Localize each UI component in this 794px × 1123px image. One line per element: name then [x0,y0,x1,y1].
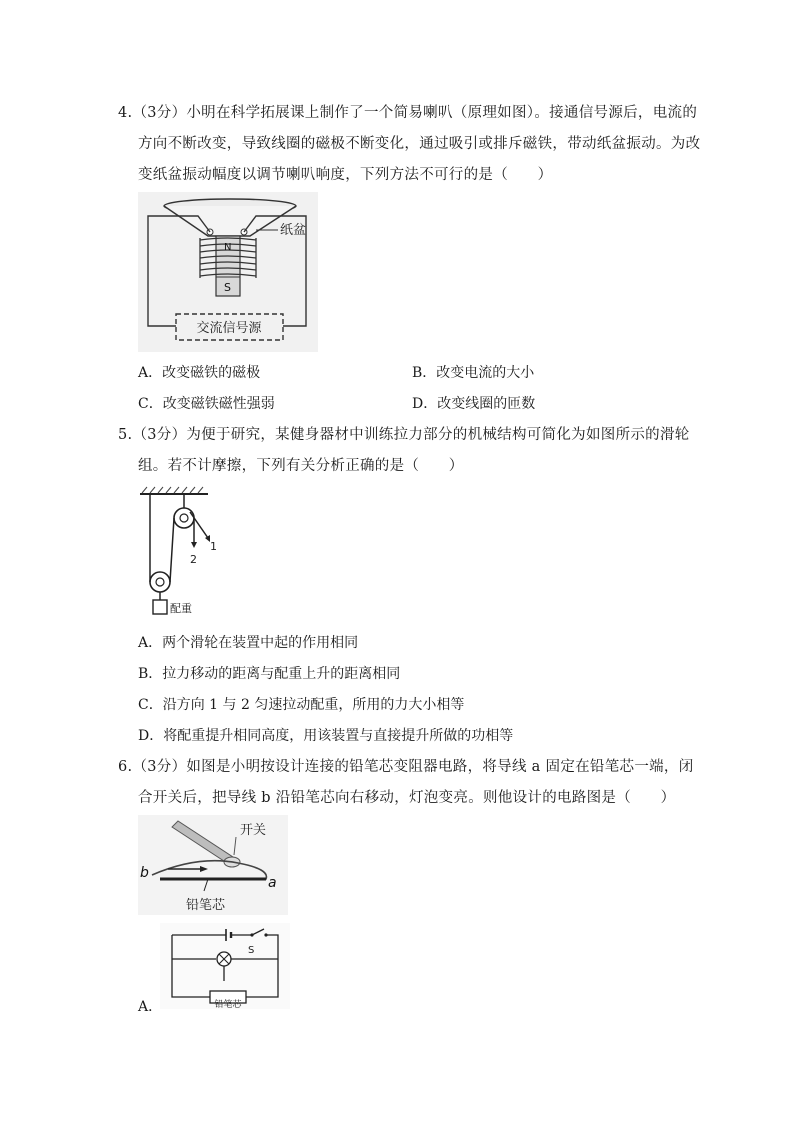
q4-number: 4. [118,105,133,121]
q6-stem-1: 如图是小明按设计连接的铅笔芯变阻器电路，将导线 a 固定在铅笔芯一端，闭 [186,759,694,775]
q4-option-c[interactable]: C．改变磁铁磁性强弱 [138,396,275,412]
direction-2-label: 2 [190,553,197,566]
q4-stem-1: 小明在科学拓展课上制作了一个简易喇叭（原理如图）。接通信号源后，电流的 [186,105,698,121]
weight-block [153,600,167,614]
q5-line-1 [118,425,690,445]
q5-stem-1: 为便于研究，某健身器材中训练拉力部分的机械结构可简化为如图所示的滑轮 [186,427,690,443]
q4-stem-3: 变纸盆振动幅度以调节喇叭响度，下列方法不可行的是（ ） [138,167,553,183]
pulley-diagram [138,486,228,620]
wire-a-label: a [268,875,277,891]
circuit-option-a [160,923,290,1009]
q5-stem-2: 组。若不计摩擦，下列有关分析正确的是（ ） [138,458,464,474]
q5-option-d[interactable]: D．将配重提升相同高度，用该装置与直接提升所做的功相等 [138,728,514,744]
q6-option-a[interactable]: A． [138,999,163,1015]
q4-line-1 [118,103,697,123]
q5-option-c[interactable]: C．沿方向 1 与 2 匀速拉动配重，所用的力大小相等 [138,697,465,713]
wire-b-label: b [140,865,149,881]
q6-score: （3分） [132,759,187,775]
q6-number: 6. [118,759,133,775]
magnet-n-label: N [224,242,232,253]
direction-1-label: 1 [210,540,217,553]
q4-option-a[interactable]: A．改变磁铁的磁极 [138,365,261,381]
switch-s-label: S [248,945,255,956]
q4-option-d[interactable]: D．改变线圈的匝数 [412,396,536,412]
pencil-lead-label: 铅笔芯 [186,898,226,913]
q4-option-b[interactable]: B．改变电流的大小 [412,365,535,381]
pencil-rheostat-photo [138,815,288,915]
q5-score: （3分） [132,427,187,443]
magnet-s-label: S [224,281,231,294]
weight-label: 配重 [170,602,192,615]
q5-number: 5. [118,427,133,443]
switch-label: 开关 [240,823,267,838]
rope-direction-1 [190,512,208,538]
q4-score: （3分） [132,105,187,121]
signal-source-label: 交流信号源 [196,321,262,336]
circuit-lead-label: 铅笔芯 [214,1000,242,1009]
speaker-diagram [138,192,318,352]
q5-option-b[interactable]: B．拉力移动的距离与配重上升的距离相同 [138,666,401,682]
paper-cone-label: 纸盆 [280,223,307,238]
q6-line-1 [118,757,694,777]
q5-option-a[interactable]: A．两个滑轮在装置中起的作用相同 [138,635,359,651]
q6-stem-2: 合开关后，把导线 b 沿铅笔芯向右移动，灯泡变亮。则他设计的电路图是（ ） [138,790,676,806]
q4-stem-2: 方向不断改变，导致线圈的磁极不断变化，通过吸引或排斥磁铁，带动纸盆振动。为改 [138,136,701,152]
